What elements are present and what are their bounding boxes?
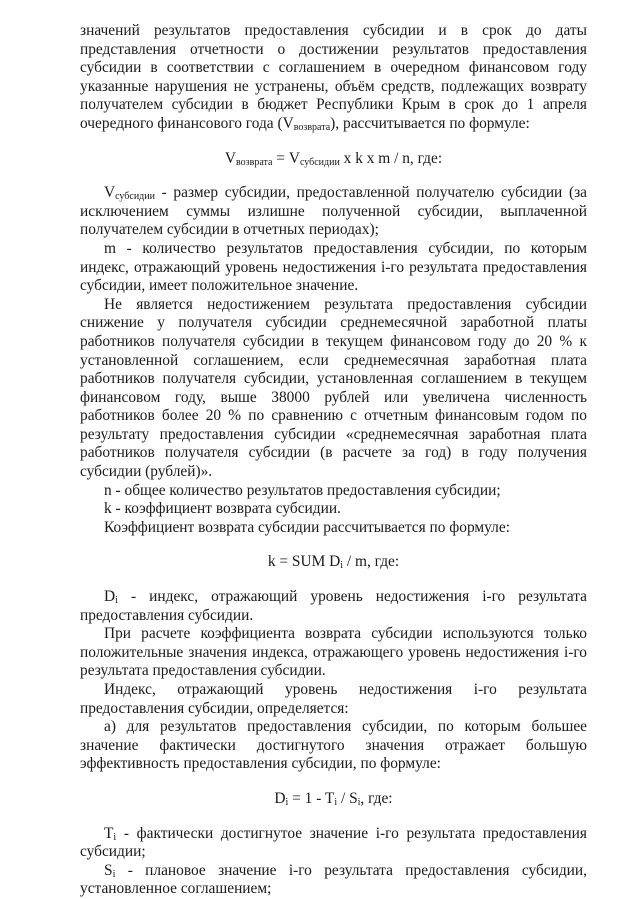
- subscript: возврата: [293, 121, 331, 133]
- definition-t: [80, 825, 587, 862]
- formula-part: = 1 - T: [288, 789, 335, 807]
- definition-n: n - общее количество результатов предоставления субсидии;: [104, 481, 501, 499]
- text: - индекс, отражающий уровень недостижения i-го результата предоставления субсидии.: [80, 588, 587, 624]
- paragraph-index-intro: Индекс, отражающий уровень недостижения i-го результата предоставления субсидии, определяется:: [80, 681, 587, 717]
- paragraph-refund-conditions: [80, 22, 587, 134]
- formula-part: D: [274, 789, 286, 807]
- formula-part: / S: [337, 789, 358, 807]
- formula-part: V: [224, 149, 237, 167]
- subscript: i: [357, 796, 361, 808]
- formula-k: [80, 553, 587, 572]
- formula-d: [80, 790, 587, 809]
- definition-s: [80, 862, 587, 899]
- subscript: i: [115, 595, 118, 607]
- symbol: V: [104, 184, 116, 202]
- formula-part: k = SUM D: [267, 553, 341, 571]
- subscript: i: [340, 560, 344, 572]
- formula-part: / m, где:: [343, 553, 400, 571]
- paragraph-exception: Не является недостижением результата предоставления субсидии снижение у получателя субсидии среднемесячной заработной платы работников получателя субсидии в текущем финансовом году до 20 % к установленной соглашением, если среднемесячная заработная плата работников получателя субсидии, установленная соглашением в текущем финансовом году, выше 38000 рублей или увеличена численность работников более 20 % по сравнению с отчетным финансовым годом по результату предоставления субсидии «среднемесячная заработная плата работников получателя субсидии (в расчете за год) в году получения субсидии (рублей)».: [80, 295, 587, 481]
- spacer: [80, 572, 587, 588]
- spacer: [80, 134, 587, 150]
- paragraph-case-a: а) для результатов предоставления субсидии, по которым большее значение фактически достигнутого значения отражает большую эффективность предоставления субсидии, по формуле:: [80, 718, 587, 773]
- paragraph-note: При расчете коэффициента возврата субсидии используются только положительные значения индекса, отражающего уровень недостижения i-го результата предоставления субсидии.: [80, 625, 587, 680]
- spacer: [80, 537, 587, 553]
- formula-part: x k x m / n, где:: [339, 149, 443, 167]
- subscript: i: [334, 796, 338, 808]
- subscript: субсидии: [299, 156, 340, 168]
- formula-part: = V: [272, 149, 300, 167]
- subscript: i: [112, 868, 116, 880]
- subscript: субсидии: [115, 191, 155, 203]
- text: - фактически достигнутое значение i-го результата предоставления субсидии;: [80, 824, 587, 861]
- definition-d: [80, 588, 587, 625]
- paragraph-k-intro: Коэффициент возврата субсидии рассчитывается по формуле:: [104, 518, 510, 536]
- text: - размер субсидии, предоставленной получателю субсидии (за исключением суммы излишне полученной субсидии, выплаченной получателем субсидии в отчетных периодах);: [80, 184, 587, 239]
- document-page: [80, 22, 587, 899]
- definition-v-subsidy: [80, 184, 587, 240]
- text: значений результатов предоставления субсидии и в срок до даты представления отчетности о достижении результатов предоставления субсидии в соответствии с соглашением в очередном финансовом году указанные нарушения не устранены, объём средств, подлежащих возврату получателем субсидии в бюджет Республики Крым в срок до 1 апреля очередного финансового года (V: [80, 22, 587, 132]
- definition-k: k - коэффициент возврата субсидии.: [104, 500, 341, 518]
- subscript: i: [285, 796, 289, 808]
- text: ), рассчитывается по формуле:: [330, 114, 530, 132]
- definition-m: m - количество результатов предоставления субсидии, по которым индекс, отражающий уровень недостижения i-го результата предоставления субсидии, имеет положительное значение.: [80, 239, 587, 295]
- symbol: T: [104, 824, 114, 842]
- formula-part: , где:: [360, 789, 393, 807]
- formula-refund-volume: [80, 150, 587, 169]
- subscript: i: [113, 831, 117, 843]
- text: - плановое значение i-го результата предоставления субсидии, установленное соглашением;: [80, 861, 587, 898]
- spacer: [80, 774, 587, 790]
- symbol: S: [104, 861, 113, 879]
- subscript: возврата: [236, 156, 273, 168]
- spacer: [80, 168, 587, 184]
- spacer: [80, 809, 587, 825]
- symbol: D: [104, 588, 116, 606]
